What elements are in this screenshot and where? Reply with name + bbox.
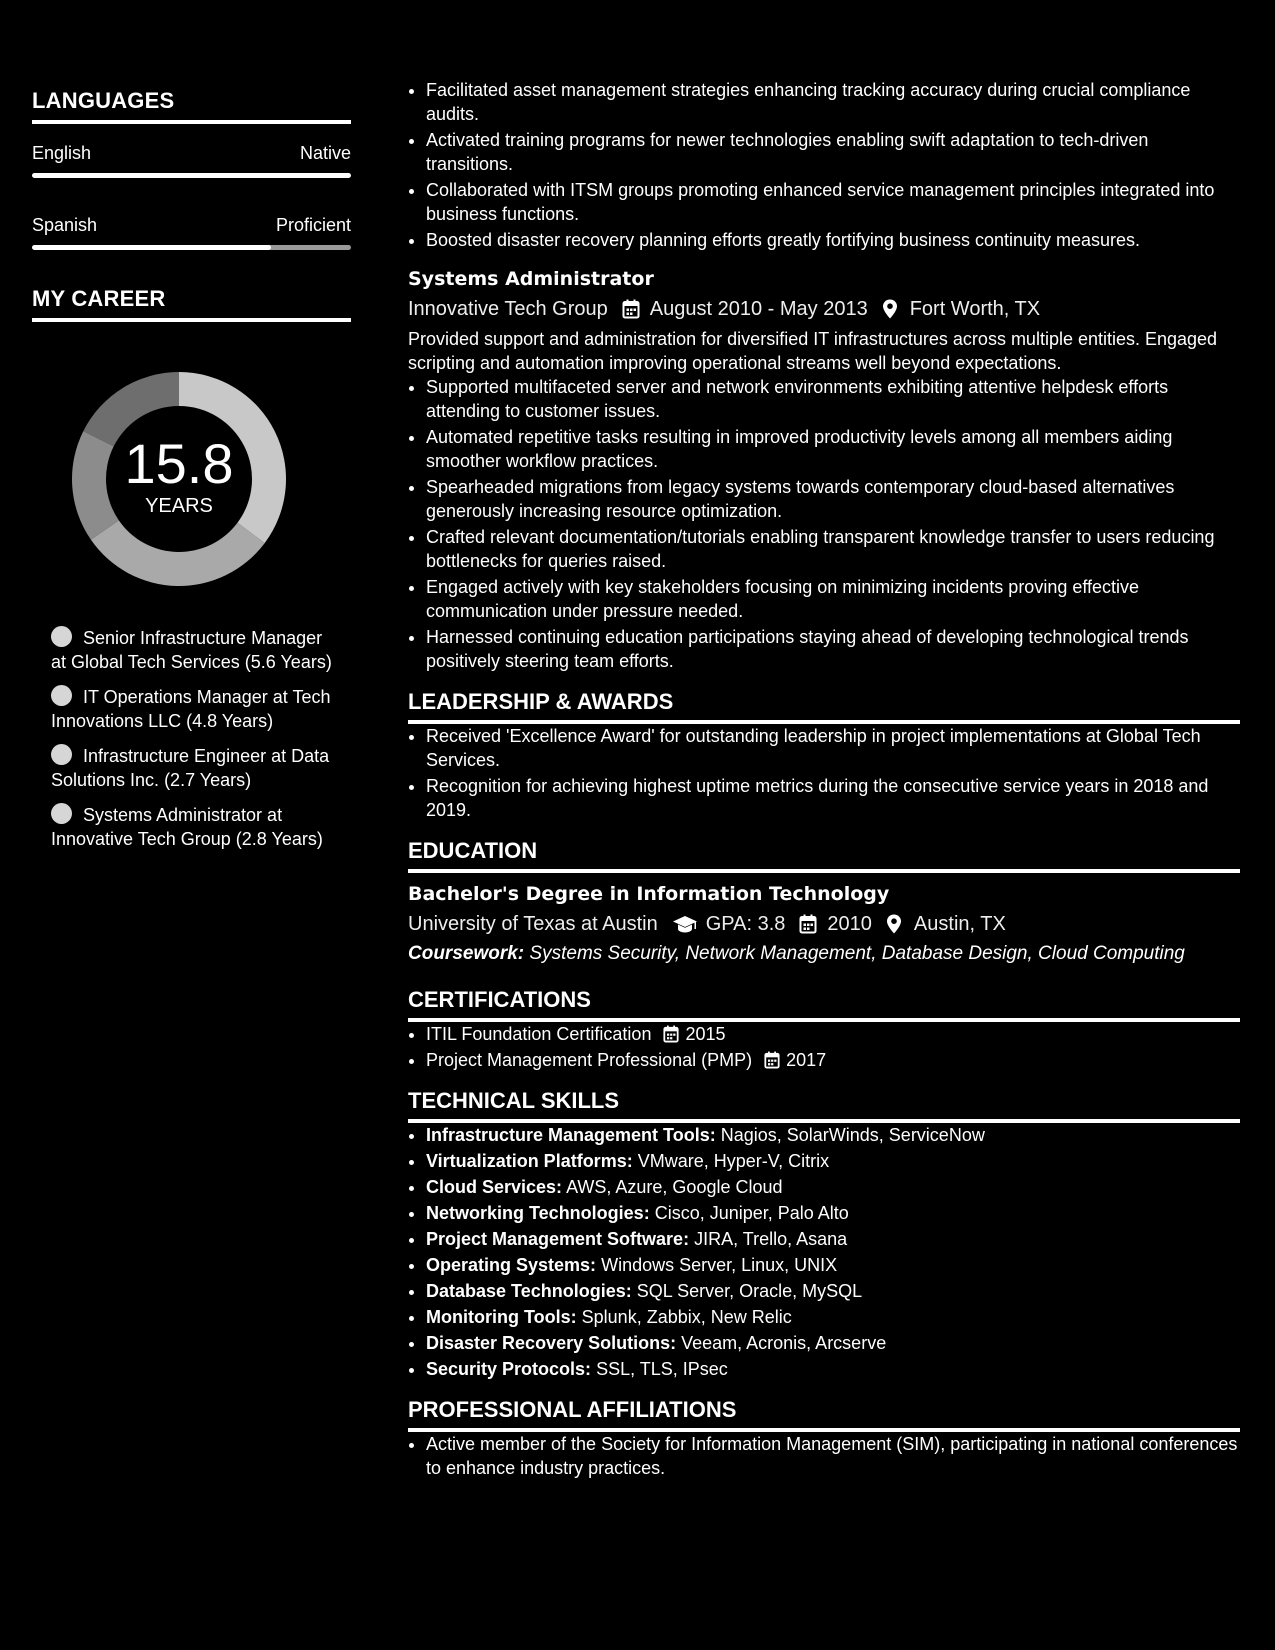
career-item (51, 744, 333, 792)
skill-label: Operating Systems: (426, 1255, 597, 1275)
skill-value: Windows Server, Linux, UNIX (601, 1255, 838, 1275)
language-proficiency-bar (32, 245, 351, 250)
career-dot-icon (51, 803, 72, 824)
affiliations-heading: PROFESSIONAL AFFILIATIONS (408, 1397, 1240, 1432)
career-dot-icon (51, 685, 72, 706)
skill-label: Disaster Recovery Solutions: (426, 1333, 677, 1353)
bullet-item: • Spearheaded migrations from legacy systems towards contemporary cloud-based alternatives generously increasing resource optimization. (426, 475, 1240, 523)
bullet-item: • Engaged actively with key stakeholders focusing on minimizing incidents proving effective communication under pressure needed. (426, 575, 1240, 623)
skill-label: Security Protocols: (426, 1359, 592, 1379)
total-years: 15.8 (124, 432, 234, 495)
skill-label: Project Management Software: (426, 1229, 690, 1249)
skill-item (426, 1279, 1240, 1303)
bullet-item: • Received 'Excellence Award' for outstanding leadership in project implementations at Global Tech Services. (426, 724, 1240, 772)
graduation-cap-icon (672, 914, 698, 934)
languages-list (32, 142, 351, 250)
skills-heading: TECHNICAL SKILLS (408, 1088, 1240, 1123)
skill-item (426, 1201, 1240, 1225)
language-name: Spanish (32, 215, 98, 235)
bullet-item: • Recognition for achieving highest uptime metrics during the consecutive service years in 2018 and 2019. (426, 774, 1240, 822)
skill-label: Infrastructure Management Tools: (426, 1125, 716, 1145)
job-meta (408, 295, 1240, 323)
skill-value: JIRA, Trello, Asana (694, 1229, 848, 1249)
skill-label: Virtualization Platforms: (426, 1151, 633, 1171)
skill-label: Networking Technologies: (426, 1203, 650, 1223)
languages-heading: LANGUAGES (32, 88, 351, 124)
language-level: Proficient (275, 215, 351, 235)
career-item (51, 626, 333, 674)
skill-value: Nagios, SolarWinds, ServiceNow (720, 1125, 985, 1145)
skill-item (426, 1357, 1240, 1381)
skill-value: SQL Server, Oracle, MySQL (636, 1281, 863, 1301)
bullet-item: • Facilitated asset management strategies enhancing tracking accuracy during crucial compliance audits. (426, 78, 1240, 126)
job-title: Systems Administrator (408, 268, 654, 290)
language-proficiency-fill (32, 245, 271, 250)
career-item (51, 803, 333, 851)
bullet-item: • Activated training programs for newer technologies enabling swift adaptation to tech-driven transitions. (426, 128, 1240, 176)
career-dot-icon (51, 744, 72, 765)
years-label: YEARS (145, 495, 213, 517)
skill-value: Splunk, Zabbix, New Relic (581, 1307, 792, 1327)
skill-item (426, 1331, 1240, 1355)
affiliations-list (408, 1432, 1240, 1480)
certifications-heading: CERTIFICATIONS (408, 987, 1240, 1022)
language-item (32, 142, 351, 178)
skill-item (426, 1175, 1240, 1199)
skill-value: Cisco, Juniper, Palo Alto (654, 1203, 849, 1223)
previous-job-bullets (408, 78, 1240, 252)
main-content (408, 78, 1240, 1482)
language-level: Native (299, 143, 351, 163)
skill-value: AWS, Azure, Google Cloud (566, 1177, 783, 1197)
education-degree: Bachelor's Degree in Information Technology (408, 883, 890, 905)
career-item-text: Infrastructure Engineer at Data Solutions Inc. (2.7 Years) (51, 746, 330, 790)
bullet-item: • Harnessed continuing education participations staying ahead of developing technological trends positively steering team efforts. (426, 625, 1240, 673)
skill-value: SSL, TLS, IPsec (596, 1359, 728, 1379)
education-heading: EDUCATION (408, 838, 1240, 873)
skill-value: Veeam, Acronis, Arcserve (681, 1333, 887, 1353)
skills-list (408, 1123, 1240, 1381)
coursework-text: Systems Security, Network Management, Database Design, Cloud Computing (529, 943, 1185, 964)
language-name: English (32, 143, 92, 163)
skill-item (426, 1149, 1240, 1173)
education-location: Austin, TX (913, 913, 1006, 935)
language-proficiency-bar (32, 173, 351, 178)
bullet-item: • Boosted disaster recovery planning efforts greatly fortifying business continuity measures. (426, 228, 1240, 252)
skill-label: Monitoring Tools: (426, 1307, 577, 1327)
job-entry (408, 266, 1240, 673)
calendar-icon (663, 1025, 681, 1043)
skill-value: VMware, Hyper-V, Citrix (637, 1151, 830, 1171)
career-donut-chart (66, 366, 292, 592)
skill-item (426, 1227, 1240, 1251)
certification-name: • Project Management Professional (PMP) (426, 1050, 753, 1070)
skill-label: Cloud Services: (426, 1177, 563, 1197)
certification-name: • ITIL Foundation Certification (426, 1024, 652, 1044)
skill-item (426, 1305, 1240, 1329)
skill-item (426, 1253, 1240, 1277)
language-proficiency-fill (32, 173, 351, 178)
education-entry (408, 881, 1240, 967)
certification-item (426, 1048, 1240, 1072)
career-list (51, 626, 333, 851)
calendar-icon (764, 1051, 782, 1069)
job-dates: August 2010 - May 2013 (649, 298, 868, 320)
bullet-item: • Automated repetitive tasks resulting in improved productivity levels among all members aiding smoother workflow practices. (426, 425, 1240, 473)
leadership-heading: LEADERSHIP & AWARDS (408, 689, 1240, 724)
career-item-text: IT Operations Manager at Tech Innovations LLC (4.8 Years) (51, 687, 331, 731)
career-dot-icon (51, 626, 72, 647)
location-pin-icon (886, 914, 906, 934)
skill-label: Database Technologies: (426, 1281, 632, 1301)
education-school: University of Texas at Austin (408, 913, 658, 935)
skill-item (426, 1123, 1240, 1147)
language-item (32, 214, 351, 250)
education-gpa: GPA: 3.8 (705, 913, 786, 935)
location-pin-icon (882, 299, 902, 319)
career-item-text: Senior Infrastructure Manager at Global Tech Services (5.6 Years) (51, 628, 332, 672)
education-coursework (408, 941, 1240, 967)
job-bullets (408, 375, 1240, 673)
education-meta (408, 910, 1240, 938)
bullet-item: • Collaborated with ITSM groups promoting enhanced service management principles integrated into business functions. (426, 178, 1240, 226)
education-year: 2010 (827, 913, 872, 935)
coursework-label: Coursework: (408, 943, 525, 964)
bullet-item: • Supported multifaceted server and network environments exhibiting attentive helpdesk efforts attending to customer issues. (426, 375, 1240, 423)
calendar-icon (622, 299, 642, 319)
leadership-list (408, 724, 1240, 822)
job-description: Provided support and administration for diversified IT infrastructures across multiple entities. Engaged scripting and automation improving operational streams well beyond expectations. (408, 329, 1218, 373)
job-location: Fort Worth, TX (909, 298, 1041, 320)
career-item (51, 685, 333, 733)
career-heading: MY CAREER (32, 286, 351, 322)
calendar-icon (799, 914, 819, 934)
bullet-item: • Active member of the Society for Information Management (SIM), participating in national conferences to enhance industry practices. (426, 1432, 1240, 1480)
career-item-text: Systems Administrator at Innovative Tech Group (2.8 Years) (51, 805, 323, 849)
donut-center (66, 366, 292, 592)
job-company: Innovative Tech Group (408, 298, 608, 320)
certification-year: 2015 (685, 1024, 726, 1044)
certification-item (426, 1022, 1240, 1046)
bullet-item: • Crafted relevant documentation/tutorials enabling transparent knowledge transfer to users reducing bottlenecks for queries raised. (426, 525, 1240, 573)
certification-year: 2017 (786, 1050, 827, 1070)
sidebar (32, 88, 351, 862)
certifications-list (408, 1022, 1240, 1072)
